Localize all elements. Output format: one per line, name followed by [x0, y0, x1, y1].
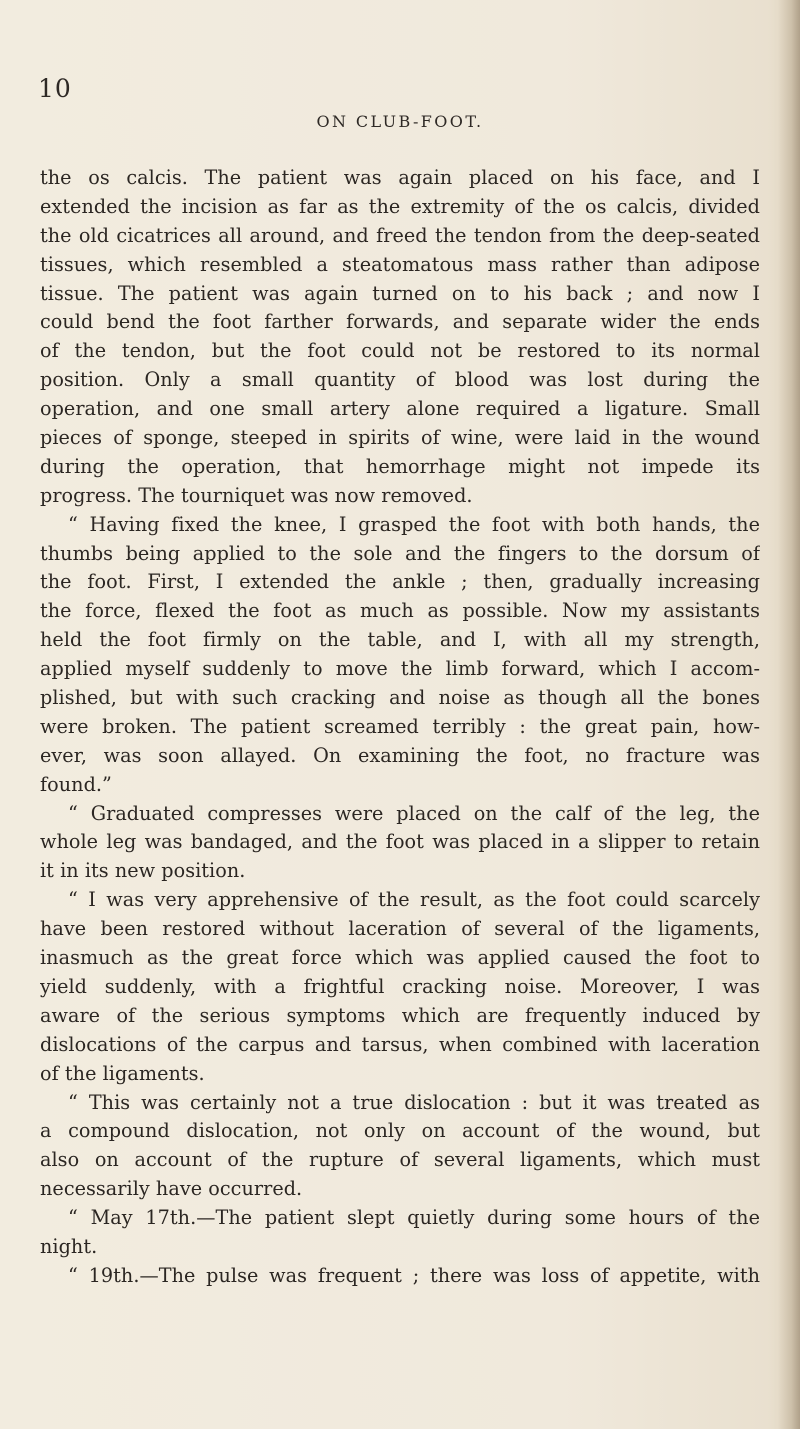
text-line: “ Graduated compresses were placed on the calf of the leg, the — [68, 801, 760, 825]
text-line: also on account of the rupture of several ligaments, which must — [40, 1148, 760, 1172]
text-line: “ 19th.—The pulse was frequent ; there was loss of appetite, with — [68, 1263, 760, 1287]
text-line: of the ligaments. — [40, 1061, 205, 1085]
text-line: operation, and one small artery alone required a ligature. Small — [40, 397, 760, 421]
text-line: tissue. The patient was again turned on to his back ; and now I — [40, 281, 760, 305]
text-line: “ This was certainly not a true dislocation : but it was treated as — [68, 1090, 760, 1114]
page-number: 10 — [38, 74, 72, 103]
text-line: the force, flexed the foot as much as possible. Now my assistants — [40, 599, 760, 623]
text-line: “ Having fixed the knee, I grasped the foot with both hands, the — [68, 512, 760, 536]
text-line: it in its new position. — [40, 859, 246, 883]
text-line: the foot. First, I extended the ankle ; then, gradually increasing — [40, 570, 760, 594]
text-line: position. Only a small quantity of blood was lost during the — [40, 368, 760, 392]
page-edge-shadow — [778, 0, 800, 1429]
text-line: yield suddenly, with a frightful cracking noise. Moreover, I was — [40, 974, 760, 998]
text-line: held the foot firmly on the table, and I, with all my strength, — [40, 628, 760, 652]
text-line: tissues, which resembled a steatomatous mass rather than adipose — [40, 252, 760, 276]
text-line: inasmuch as the great force which was applied caused the foot to — [40, 946, 760, 970]
text-line: “ May 17th.—The patient slept quietly during some hours of the — [68, 1206, 760, 1230]
text-line: the os calcis. The patient was again placed on his face, and I — [40, 166, 760, 189]
text-line: aware of the serious symptoms which are frequently induced by — [40, 1003, 760, 1027]
text-line: whole leg was bandaged, and the foot was placed in a slipper to retain — [40, 830, 760, 854]
text-line: have been restored without laceration of several of the ligaments, — [40, 917, 760, 941]
text-line: of the tendon, but the foot could not be restored to its normal — [40, 339, 760, 363]
body-text — [40, 164, 760, 1291]
text-line: night. — [40, 1234, 98, 1258]
text-line: “ I was very apprehensive of the result, as the foot could scarcely — [68, 888, 760, 912]
text-line: plished, but with such cracking and noise as though all the bones — [40, 686, 760, 710]
text-line: the old cicatrices all around, and freed the tendon from the deep-seated — [40, 223, 760, 247]
running-head: ON CLUB-FOOT. — [316, 112, 484, 131]
text-line: necessarily have occurred. — [40, 1177, 303, 1201]
text-line: during the operation, that hemorrhage might not impede its — [40, 454, 760, 478]
text-line: progress. The tourniquet was now removed. — [40, 483, 473, 507]
text-line: extended the incision as far as the extremity of the os calcis, divided — [40, 194, 760, 218]
text-line: thumbs being applied to the sole and the fingers to the dorsum of — [40, 541, 760, 565]
text-line: were broken. The patient screamed terribly : the great pain, how- — [40, 714, 760, 738]
text-line: dislocations of the carpus and tarsus, when combined with laceration — [40, 1032, 760, 1056]
text-line: ever, was soon allayed. On examining the foot, no fracture was — [40, 743, 760, 767]
text-line: a compound dislocation, not only on account of the wound, but — [40, 1119, 760, 1143]
text-line: applied myself suddenly to move the limb forward, which I accom- — [40, 657, 760, 681]
text-line: found.” — [40, 772, 112, 796]
text-line: could bend the foot farther forwards, and separate wider the ends — [40, 310, 760, 334]
text-line: pieces of sponge, steeped in spirits of wine, were laid in the wound — [40, 426, 760, 450]
